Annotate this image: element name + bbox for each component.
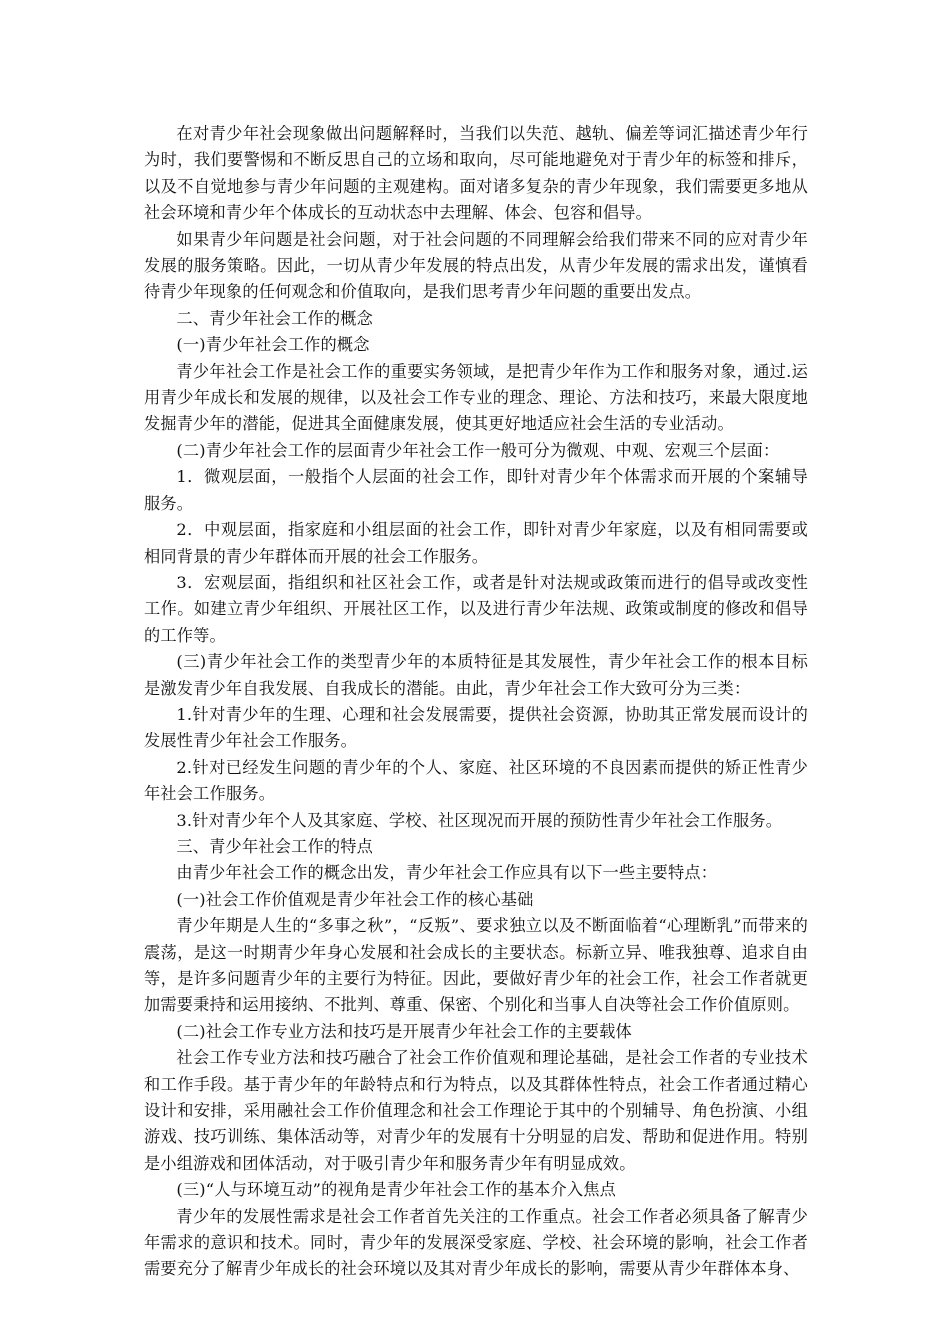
subsection-heading: (一)社会工作价值观是青少年社会工作的核心基础 [176, 889, 534, 909]
subsection-heading: (三)青少年社会工作的类型青少年的本质特征是其发展性，青少年社会工作的根本目标是激发青少年自我发展、自我成长的潜能。由此，青少年社会工作大致可分为三类： [144, 652, 808, 698]
list-item: 3．宏观层面，指组织和社区社会工作，或者是针对法规或政策而进行的倡导或改变性工作。如建立青少年组织、开展社区工作，以及进行青少年法规、政策或制度的修改和倡导的工作等。 [144, 572, 808, 645]
list-item: 1.针对青少年的生理、心理和社会发展需要，提供社会资源，协助其正常发展而设计的发展性青少年社会工作服务。 [144, 704, 808, 751]
subsection-heading: (二)社会工作专业方法和技巧是开展青少年社会工作的主要载体 [176, 1021, 632, 1041]
subsection-heading: (二)青少年社会工作的层面青少年社会工作一般可分为微观、中观、宏观三个层面： [176, 440, 780, 460]
paragraph: 社会工作专业方法和技巧融合了社会工作价值观和理论基础，是社会工作者的专业技术和工作手段。基于青少年的年龄特点和行为特点，以及其群体性特点，社会工作者通过精心设计和安排，采用融社会工作价值理念和社会工作理论于其中的个别辅导、角色扮演、小组游戏、技巧训练、集体活动等，对青少年的发展有十分明显的启发、帮助和促进作用。特别是小组游戏和团体活动，对于吸引青少年和服务青少年有明显成效。 [144, 1048, 808, 1173]
list-item: 2.针对已经发生问题的青少年的个人、家庭、社区环境的不良因素而提供的矫正性青少年社会工作服务。 [144, 757, 808, 804]
paragraph: 青少年社会工作是社会工作的重要实务领域，是把青少年作为工作和服务对象，通过.运用青少年成长和发展的规律，以及社会工作专业的理念、理论、方法和技巧，来最大限度地发掘青少年的潜能，促进其全面健康发展，使其更好地适应社会生活的专业活动。 [144, 361, 808, 434]
section-heading: 二、青少年社会工作的概念 [176, 308, 374, 328]
section-heading: 三、青少年社会工作的特点 [176, 836, 374, 856]
list-item: 1．微观层面，一般指个人层面的社会工作，即针对青少年个体需求而开展的个案辅导服务。 [144, 467, 808, 513]
subsection-heading: (一)青少年社会工作的概念 [176, 335, 370, 355]
paragraph: 在对青少年社会现象做出问题解释时，当我们以失范、越轨、偏差等词汇描述青少年行为时，我们要警惕和不断反思自己的立场和取向，尽可能地避免对于青少年的标签和排斥，以及不自觉地参与青少年问题的主观建构。面对诸多复杂的青少年现象，我们需要更多地从社会环境和青少年个体成长的互动状态中去理解、体会、包容和倡导。 [144, 124, 808, 223]
document-body [144, 121, 808, 1283]
list-item: 3.针对青少年个人及其家庭、学校、社区现况而开展的预防性青少年社会工作服务。 [176, 810, 783, 830]
paragraph: 青少年的发展性需求是社会工作者首先关注的工作重点。社会工作者必须具备了解青少年需求的意识和技术。同时，青少年的发展深受家庭、学校、社会环境的影响，社会工作者需要充分了解青少年成长的社会环境以及其对青少年成长的影响，需要从青少年群体本身、 [144, 1206, 808, 1279]
paragraph: 青少年期是人生的“多事之秋”，“反叛”、要求独立以及不断面临着“心理断乳”而带来的震荡，是这一时期青少年身心发展和社会成长的主要状态。标新立异、唯我独尊、追求自由等，是许多问题青少年的主要行为特征。因此，要做好青少年的社会工作，社会工作者就更加需要秉持和运用接纳、不批判、尊重、保密、个别化和当事人自决等社会工作价值原则。 [144, 916, 808, 1015]
subsection-heading: (三)“人与环境互动”的视角是青少年社会工作的基本介入焦点 [176, 1180, 617, 1200]
paragraph: 由青少年社会工作的概念出发，青少年社会工作应具有以下一些主要特点： [176, 863, 718, 883]
list-item: 2．中观层面，指家庭和小组层面的社会工作，即针对青少年家庭，以及有相同需要或相同背景的青少年群体而开展的社会工作服务。 [144, 520, 808, 566]
paragraph: 如果青少年问题是社会问题，对于社会问题的不同理解会给我们带来不同的应对青少年发展的服务策略。因此，一切从青少年发展的特点出发，从青少年发展的需求出发，谨慎看待青少年现象的任何观念和价值取向，是我们思考青少年问题的重要出发点。 [144, 229, 808, 302]
